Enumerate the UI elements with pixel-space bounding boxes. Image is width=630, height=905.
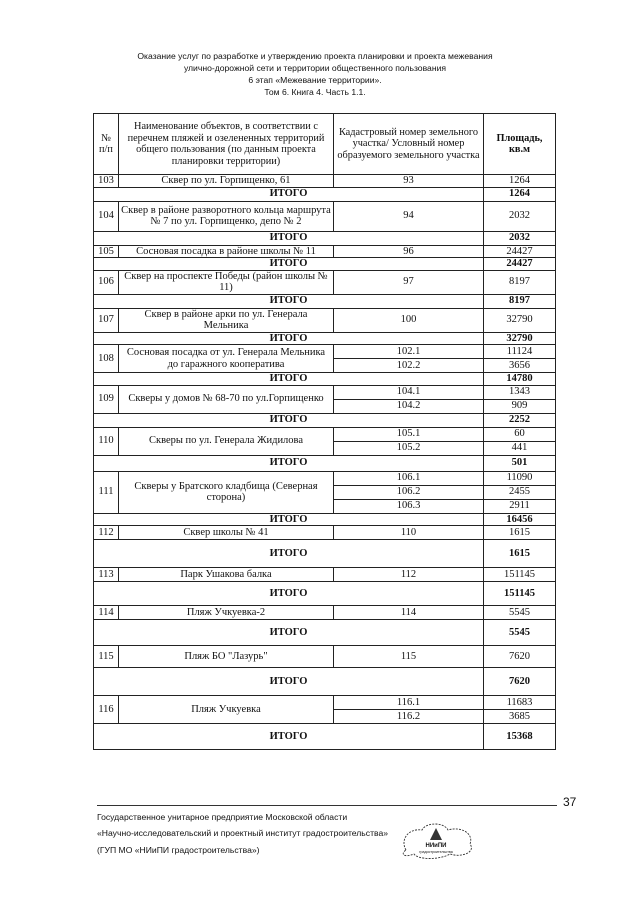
area-value: 2032 (484, 201, 556, 231)
total-value: 1615 (484, 540, 556, 568)
table-header-row (94, 114, 556, 175)
area-value: 1615 (484, 526, 556, 540)
total-value: 14780 (484, 373, 556, 386)
area-value: 11683 (484, 696, 556, 710)
table-row (94, 345, 556, 359)
header-line-4: Том 6. Книга 4. Часть 1.1. (264, 87, 366, 97)
page-number: 37 (563, 795, 577, 809)
total-label: ИТОГО (94, 231, 484, 245)
cadastral-number: 102.1 (334, 345, 484, 359)
institute-logo (396, 820, 486, 860)
total-label: ИТОГО (94, 724, 484, 750)
cadastral-number: 105.2 (334, 441, 484, 455)
cadastral-number: 112 (334, 568, 484, 582)
footer-line-2: «Научно-исследовательский и проектный институт градостроительства» (97, 828, 389, 838)
total-value: 151145 (484, 582, 556, 606)
area-value: 1264 (484, 175, 556, 188)
total-value: 501 (484, 455, 556, 471)
svg-text:НИиПИ: НИиПИ (425, 843, 447, 849)
total-value: 2252 (484, 413, 556, 427)
object-name: Пляж Учкуевка (119, 696, 334, 724)
row-number: 105 (94, 245, 119, 258)
total-label: ИТОГО (94, 513, 484, 526)
cadastral-number: 102.2 (334, 359, 484, 373)
table-row (94, 427, 556, 441)
cadastral-number: 106.3 (334, 499, 484, 513)
area-value: 2911 (484, 499, 556, 513)
footer-divider (97, 805, 557, 806)
cadastral-number: 114 (334, 606, 484, 620)
table-row (94, 646, 556, 668)
table-row (94, 606, 556, 620)
total-label: ИТОГО (94, 455, 484, 471)
object-name: Сквер в районе арки по ул. Генерала Мельника (119, 308, 334, 332)
row-number: 103 (94, 175, 119, 188)
header-line-3: 6 этап «Межевание территории». (248, 75, 382, 85)
total-row (94, 332, 556, 345)
object-name: Сквер в районе разворотного кольца маршрута № 7 по ул. Горпищенко, депо № 2 (119, 201, 334, 231)
object-name: Сквер по ул. Горпищенко, 61 (119, 175, 334, 188)
total-label: ИТОГО (94, 668, 484, 696)
total-row (94, 258, 556, 271)
row-number: 113 (94, 568, 119, 582)
area-value: 5545 (484, 606, 556, 620)
row-number: 116 (94, 696, 119, 724)
svg-text:градостроительства: градостроительства (419, 850, 453, 854)
row-number: 115 (94, 646, 119, 668)
table-row (94, 696, 556, 710)
cadastral-number: 104.2 (334, 399, 484, 413)
col-header-cadastral: Кадастровый номер земельного участка/ Условный номер образуемого земельного участка (334, 114, 484, 175)
footer-line-3: (ГУП МО «НИиПИ градостроительства») (97, 845, 260, 855)
area-value: 60 (484, 427, 556, 441)
row-number: 109 (94, 385, 119, 413)
total-label: ИТОГО (94, 620, 484, 646)
object-name: Парк Ушакова балка (119, 568, 334, 582)
total-row (94, 620, 556, 646)
total-value: 8197 (484, 294, 556, 308)
total-row (94, 513, 556, 526)
cadastral-number: 105.1 (334, 427, 484, 441)
col-header-num: № п/п (94, 114, 119, 175)
cadastral-number: 100 (334, 308, 484, 332)
area-value: 24427 (484, 245, 556, 258)
area-value: 32790 (484, 308, 556, 332)
area-value: 3685 (484, 710, 556, 724)
cadastral-number: 106.2 (334, 485, 484, 499)
table-row (94, 308, 556, 332)
object-name: Сквер школы № 41 (119, 526, 334, 540)
cadastral-number: 94 (334, 201, 484, 231)
table-row (94, 385, 556, 399)
object-name: Сосновая посадка от ул. Генерала Мельника до гаражного кооператива (119, 345, 334, 373)
area-value: 1343 (484, 385, 556, 399)
header-line-2: улично-дорожной сети и территории общественного пользования (183, 63, 447, 73)
total-value: 32790 (484, 332, 556, 345)
cadastral-number: 104.1 (334, 385, 484, 399)
object-name: Пляж БО "Лазурь" (119, 646, 334, 668)
area-value: 8197 (484, 270, 556, 294)
cadastral-number: 97 (334, 270, 484, 294)
total-row (94, 455, 556, 471)
cadastral-number: 116.2 (334, 710, 484, 724)
header-line-1: Оказание услуг по разработке и утверждению проекта планировки и проекта межевания (137, 51, 493, 61)
col-header-area: Площадь, кв.м (484, 114, 556, 175)
total-value: 1264 (484, 187, 556, 201)
object-name: Скверы у Братского кладбища (Северная сторона) (119, 471, 334, 513)
total-value: 7620 (484, 668, 556, 696)
row-number: 104 (94, 201, 119, 231)
row-number: 114 (94, 606, 119, 620)
table-row (94, 270, 556, 294)
object-name: Скверы у домов № 68-70 по ул.Горпищенко (119, 385, 334, 413)
object-name: Сосновая посадка в районе школы № 11 (119, 245, 334, 258)
total-label: ИТОГО (94, 413, 484, 427)
row-number: 108 (94, 345, 119, 373)
row-number: 107 (94, 308, 119, 332)
area-value: 11090 (484, 471, 556, 485)
total-row (94, 540, 556, 568)
cadastral-number: 93 (334, 175, 484, 188)
area-value: 441 (484, 441, 556, 455)
total-label: ИТОГО (94, 373, 484, 386)
total-row (94, 413, 556, 427)
total-row (94, 373, 556, 386)
total-row (94, 187, 556, 201)
area-value: 909 (484, 399, 556, 413)
table-row (94, 471, 556, 485)
area-value: 2455 (484, 485, 556, 499)
row-number: 110 (94, 427, 119, 455)
area-value: 151145 (484, 568, 556, 582)
col-header-name: Наименование объектов, в соответствии с перечнем пляжей и озелененных территорий общего пользования (по данным проекта планировки территории) (119, 114, 334, 175)
total-row (94, 668, 556, 696)
total-value: 16456 (484, 513, 556, 526)
total-label: ИТОГО (94, 540, 484, 568)
table-row (94, 568, 556, 582)
total-row (94, 582, 556, 606)
total-label: ИТОГО (94, 187, 484, 201)
objects-table (93, 113, 556, 750)
area-value: 7620 (484, 646, 556, 668)
total-row (94, 231, 556, 245)
total-label: ИТОГО (94, 582, 484, 606)
cadastral-number: 96 (334, 245, 484, 258)
total-value: 5545 (484, 620, 556, 646)
object-name: Пляж Учкуевка-2 (119, 606, 334, 620)
table-row (94, 201, 556, 231)
total-row (94, 294, 556, 308)
row-number: 111 (94, 471, 119, 513)
total-value: 15368 (484, 724, 556, 750)
area-value: 11124 (484, 345, 556, 359)
row-number: 106 (94, 270, 119, 294)
table-row (94, 526, 556, 540)
cadastral-number: 106.1 (334, 471, 484, 485)
cadastral-number: 115 (334, 646, 484, 668)
area-value: 3656 (484, 359, 556, 373)
object-name: Скверы по ул. Генерала Жидилова (119, 427, 334, 455)
total-label: ИТОГО (94, 294, 484, 308)
total-label: ИТОГО (94, 332, 484, 345)
total-label: ИТОГО (94, 258, 484, 271)
total-row (94, 724, 556, 750)
document-header (0, 50, 630, 98)
table-row (94, 175, 556, 188)
footer-line-1: Государственное унитарное предприятие Московской области (97, 812, 348, 822)
table-row (94, 245, 556, 258)
cadastral-number: 116.1 (334, 696, 484, 710)
row-number: 112 (94, 526, 119, 540)
object-name: Сквер на проспекте Победы (район школы № 11) (119, 270, 334, 294)
cadastral-number: 110 (334, 526, 484, 540)
total-value: 24427 (484, 258, 556, 271)
total-value: 2032 (484, 231, 556, 245)
